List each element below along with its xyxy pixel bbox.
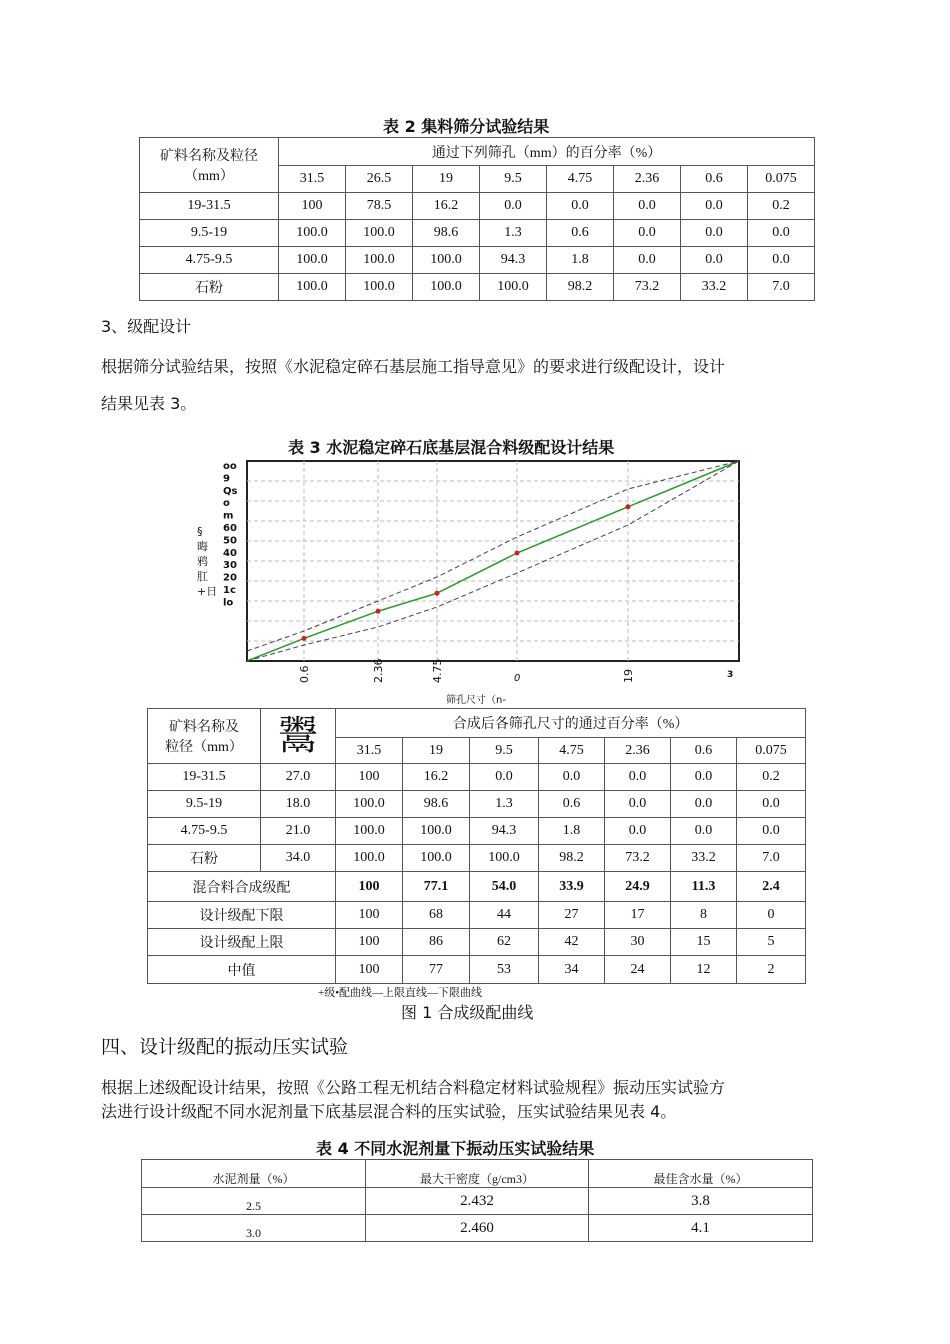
table4-header: 最大干密度（g/cm3） [366, 1160, 589, 1188]
cell: 2 [737, 956, 806, 984]
x-tick-label: 0.6 [298, 665, 311, 683]
chart-legend: +级•配曲线—上限直线—下限曲线 [318, 987, 483, 999]
cell: 0.0 [614, 193, 681, 220]
cell: 17 [605, 902, 671, 929]
cell: 0.6 [539, 791, 605, 818]
figure-caption: 图 1 合成级配曲线 [401, 1003, 534, 1022]
cell: 100.0 [346, 247, 413, 274]
cell: 100 [279, 193, 346, 220]
cell: 78.5 [346, 193, 413, 220]
table4 [141, 1159, 813, 1242]
table3-sieve: 31.5 [336, 738, 403, 764]
table2-sieve: 31.5 [279, 166, 346, 193]
cell: 100 [336, 764, 403, 791]
row-name: 9.5-19 [148, 791, 261, 818]
y-tick-label: oo [223, 461, 237, 472]
cell: 4.1 [589, 1215, 813, 1242]
table2-sieve: 26.5 [346, 166, 413, 193]
cell: 1.8 [539, 818, 605, 845]
row-name: 设计级配上限 [148, 929, 336, 956]
y-tick-label: m [223, 510, 234, 522]
table-row [142, 1188, 813, 1215]
cell: 16.2 [403, 764, 470, 791]
cell: 27 [539, 902, 605, 929]
table-row [140, 220, 815, 247]
cell: 0.0 [748, 220, 815, 247]
cell: 100.0 [480, 274, 547, 301]
row-name: 9.5-19 [140, 220, 279, 247]
cell: 98.6 [413, 220, 480, 247]
cell: 0 [737, 902, 806, 929]
cell-bold: 2.4 [737, 872, 806, 902]
cell: 24 [605, 956, 671, 984]
table-row-summary [148, 902, 806, 929]
y-tick-label: lo [223, 597, 234, 609]
y-tick-label: o [223, 498, 230, 510]
cell: 0.0 [605, 764, 671, 791]
table4-header: 最佳含水量（%） [589, 1160, 813, 1188]
cell: 0.0 [671, 791, 737, 818]
cell: 68 [403, 902, 470, 929]
cell: 100.0 [403, 845, 470, 872]
table2-header-name [140, 138, 279, 193]
cell: 2.5 [142, 1188, 366, 1215]
cell: 100.0 [413, 247, 480, 274]
cell: 100.0 [336, 845, 403, 872]
cell: 0.0 [737, 818, 806, 845]
table-row-summary [148, 929, 806, 956]
cell: 44 [470, 902, 539, 929]
section4-heading: 四、设计级配的振动压实试验 [101, 1036, 349, 1058]
y-axis-label-char: 晦 [197, 540, 208, 553]
cell: 100.0 [403, 818, 470, 845]
cell: 62 [470, 929, 539, 956]
cell: 16.2 [413, 193, 480, 220]
y-axis-label-char: § [197, 525, 203, 538]
table2-sieve: 9.5 [480, 166, 547, 193]
row-name: 19-31.5 [140, 193, 279, 220]
table2-sieve: 4.75 [547, 166, 614, 193]
row-name: 石粉 [148, 845, 261, 872]
cell: 0.0 [539, 764, 605, 791]
cell: 73.2 [614, 274, 681, 301]
row-name: 中值 [148, 956, 336, 984]
x-axis-label: 筛孔尺寸（n- [446, 695, 506, 706]
cell: 5 [737, 929, 806, 956]
table-row [140, 247, 815, 274]
section4-paragraph-line2: 法进行设计级配不同水泥剂量下底基层混合料的压实试验，压实试验结果见表 4。 [101, 1102, 677, 1121]
table3-header-name [148, 709, 261, 764]
cell: 0.0 [547, 193, 614, 220]
y-axis-label-char: +日 [197, 585, 218, 598]
cell: 12 [671, 956, 737, 984]
table2-caption: 表 2 集料筛分试验结果 [383, 117, 550, 136]
ratio-cell: 34.0 [261, 845, 336, 872]
table3-header-name-line2: 粒径（mm） [165, 740, 243, 755]
table-row [148, 845, 806, 872]
table-row [148, 791, 806, 818]
cell-bold: 24.9 [605, 872, 671, 902]
table2-header-name-unit: （mm） [184, 169, 234, 184]
cell: 2.460 [366, 1215, 589, 1242]
row-name: 石粉 [140, 274, 279, 301]
table3-sieve: 9.5 [470, 738, 539, 764]
cell: 0.0 [737, 791, 806, 818]
cell: 1.8 [547, 247, 614, 274]
data-point [435, 591, 440, 596]
x-tick-label: 19 [622, 669, 635, 683]
cell-bold: 100 [336, 872, 403, 902]
cell: 3.8 [589, 1188, 813, 1215]
cell: 34 [539, 956, 605, 984]
cell: 100.0 [470, 845, 539, 872]
table2-sieve: 19 [413, 166, 480, 193]
y-tick-label: 40 [223, 547, 237, 559]
cell: 7.0 [748, 274, 815, 301]
ratio-cell: 18.0 [261, 791, 336, 818]
cell: 77 [403, 956, 470, 984]
y-tick-label: 20 [223, 572, 237, 584]
cell: 0.0 [671, 764, 737, 791]
table3-sieve: 4.75 [539, 738, 605, 764]
cell: 0.0 [681, 193, 748, 220]
data-point [376, 609, 381, 614]
table-row [148, 764, 806, 791]
table3-sieve: 0.6 [671, 738, 737, 764]
table-row [142, 1215, 813, 1242]
cell: 94.3 [470, 818, 539, 845]
cell: 30 [605, 929, 671, 956]
cell: 0.2 [737, 764, 806, 791]
cell: 0.0 [681, 247, 748, 274]
cell: 0.0 [480, 193, 547, 220]
cell-bold: 33.9 [539, 872, 605, 902]
table2-sieve: 0.075 [748, 166, 815, 193]
cell: 73.2 [605, 845, 671, 872]
table3-sieve: 2.36 [605, 738, 671, 764]
section3-heading: 3、级配设计 [101, 317, 192, 336]
cell: 100.0 [336, 818, 403, 845]
cell: 0.0 [614, 220, 681, 247]
cell-bold: 11.3 [671, 872, 737, 902]
grading-chart [190, 455, 770, 708]
table2-header-name-label: 矿料名称及粒径 [160, 149, 258, 164]
cell: 2.432 [366, 1188, 589, 1215]
cell: 100 [336, 902, 403, 929]
cell: 100.0 [279, 247, 346, 274]
cell: 100.0 [413, 274, 480, 301]
cell: 98.2 [539, 845, 605, 872]
table3-header-span: 合成后各筛孔尺寸的通过百分率（%） [336, 709, 806, 738]
row-name: 混合料合成级配 [148, 872, 336, 902]
table3-sieve: 0.075 [737, 738, 806, 764]
cell: 3.0 [142, 1215, 366, 1242]
cell: 100.0 [346, 274, 413, 301]
table2-sieve: 0.6 [681, 166, 748, 193]
table3 [147, 708, 806, 984]
table-row-summary [148, 956, 806, 984]
row-name: 19-31.5 [148, 764, 261, 791]
cell: 0.2 [748, 193, 815, 220]
section3-paragraph-line1: 根据筛分试验结果，按照《水泥稳定碎石基层施工指导意见》的要求进行级配设计，设计 [101, 357, 726, 376]
cell: 100.0 [279, 220, 346, 247]
cell: 0.6 [547, 220, 614, 247]
y-tick-label: 1c [223, 585, 236, 596]
x-tick-label: 0 [514, 673, 521, 684]
cell: 100 [336, 956, 403, 984]
cell: 0.0 [605, 791, 671, 818]
cell: 0.0 [671, 818, 737, 845]
y-tick-label: 30 [223, 560, 237, 572]
cell: 8 [671, 902, 737, 929]
cell: 0.0 [681, 220, 748, 247]
data-point [626, 504, 631, 509]
row-name: 4.75-9.5 [140, 247, 279, 274]
cell: 100.0 [346, 220, 413, 247]
table-row [140, 274, 815, 301]
data-point [515, 551, 520, 556]
table4-caption: 表 4 不同水泥剂量下振动压实试验结果 [316, 1139, 595, 1158]
cell: 0.0 [614, 247, 681, 274]
ratio-cell: 27.0 [261, 764, 336, 791]
table3-header-ratio: 鬻 [261, 709, 336, 764]
y-tick-label: 50 [223, 535, 237, 547]
cell: 33.2 [681, 274, 748, 301]
table-row [140, 193, 815, 220]
table-row [148, 818, 806, 845]
section3-paragraph-line2: 结果见表 3。 [101, 394, 197, 413]
data-point [302, 636, 307, 641]
cell: 1.3 [470, 791, 539, 818]
table2-header-span: 通过下列筛孔（mm）的百分率（%） [279, 138, 815, 166]
table3-sieve: 19 [403, 738, 470, 764]
cell: 100.0 [336, 791, 403, 818]
y-axis-label-char: 鸦 [197, 555, 208, 568]
table4-header: 水泥剂量（%） [142, 1160, 366, 1188]
table-row-summary [148, 872, 806, 902]
cell: 98.2 [547, 274, 614, 301]
table2-sieve: 2.36 [614, 166, 681, 193]
table3-header-name-line1: 矿料名称及 [169, 720, 239, 735]
row-name: 4.75-9.5 [148, 818, 261, 845]
row-name: 设计级配下限 [148, 902, 336, 929]
cell: 0.0 [605, 818, 671, 845]
cell: 42 [539, 929, 605, 956]
cell: 100.0 [279, 274, 346, 301]
x-tick-label: 4.75 [431, 658, 444, 683]
cell: 98.6 [403, 791, 470, 818]
cell: 0.0 [748, 247, 815, 274]
cell: 53 [470, 956, 539, 984]
cell: 94.3 [480, 247, 547, 274]
cell: 1.3 [480, 220, 547, 247]
y-axis-label-char: 肛 [197, 570, 208, 583]
cell-bold: 77.1 [403, 872, 470, 902]
cell: 33.2 [671, 845, 737, 872]
ratio-cell: 21.0 [261, 818, 336, 845]
table4-header-row [142, 1160, 813, 1188]
cell: 15 [671, 929, 737, 956]
cell: 86 [403, 929, 470, 956]
cell: 100 [336, 929, 403, 956]
y-tick-label: 60 [223, 523, 237, 534]
x-tick-label: 2.36 [372, 658, 385, 683]
cell: 0.0 [470, 764, 539, 791]
section4-paragraph-line1: 根据上述级配设计结果，按照《公路工程无机结合料稳定材料试验规程》振动压实试验方 [101, 1078, 726, 1097]
table2 [139, 137, 815, 301]
y-tick-label: 9 [223, 473, 230, 485]
table3-caption: 表 3 水泥稳定碎石底基层混合料级配设计结果 [288, 438, 615, 457]
cell: 7.0 [737, 845, 806, 872]
cell-bold: 54.0 [470, 872, 539, 902]
y-tick-label: Qs [223, 485, 238, 497]
x-tick-label: 3 [727, 670, 734, 680]
